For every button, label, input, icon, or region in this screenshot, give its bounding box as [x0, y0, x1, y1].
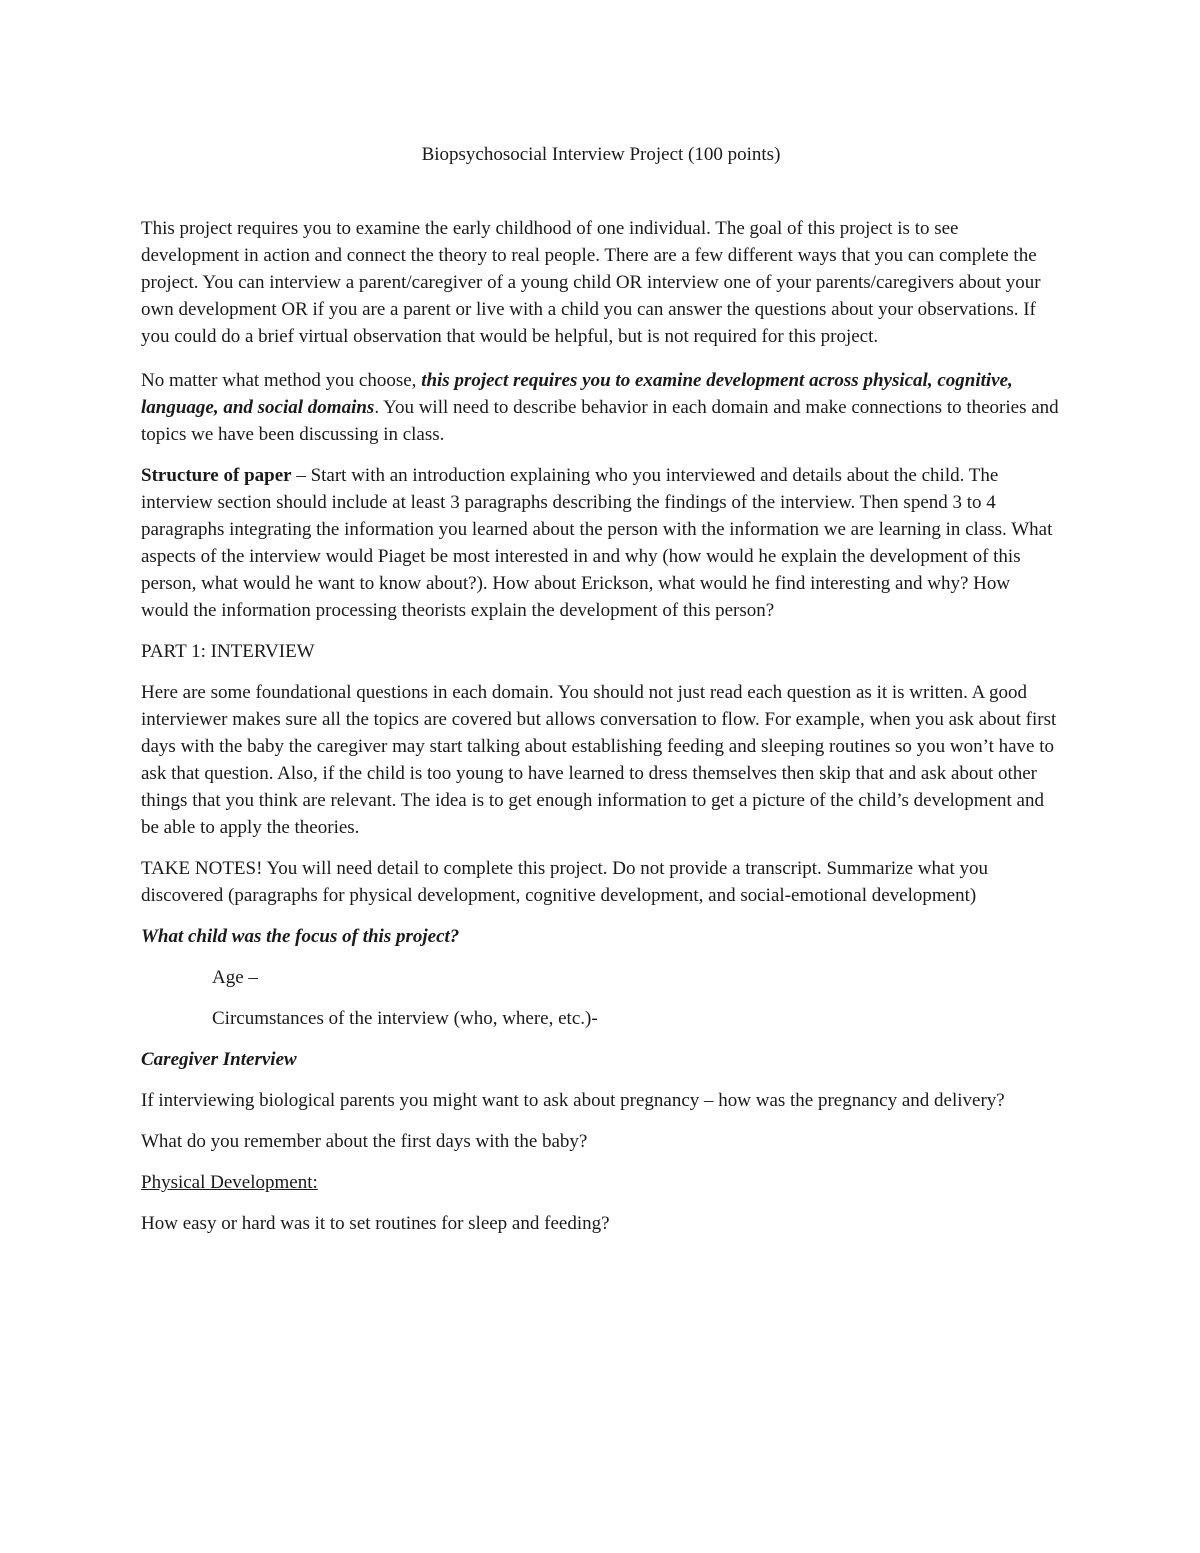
circumstances-item: Circumstances of the interview (who, where, etc.)-	[212, 1008, 598, 1029]
document-title: Biopsychosocial Interview Project (100 points)	[421, 144, 781, 165]
structure-paragraph	[141, 462, 1061, 624]
focus-question: What child was the focus of this project?	[141, 926, 460, 947]
structure-rest: – Start with an introduction explaining who you interviewed and details about the child. The interview section should include at least 3 paragraphs describing the findings of the interview. Then spend 3 to 4 paragraphs integrating the information you learned about the person with the information we are learning in class. What aspects of the interview would Piaget be most interested in and why (how would he explain the development of this person, what would he want to know about?). How about Erickson, what would he find interesting and why? How would the information processing theorists explain the development of this person?	[141, 465, 1053, 621]
method-emphasis: this project requires you to examine development across physical, cognitive, language, and social domains	[141, 370, 1013, 418]
pregnancy-question: If interviewing biological parents you might want to ask about pregnancy – how was the pregnancy and delivery?	[141, 1090, 1005, 1111]
routines-question: How easy or hard was it to set routines for sleep and feeding?	[141, 1213, 610, 1234]
foundational-paragraph: Here are some foundational questions in each domain. You should not just read each question as it is written. A good interviewer makes sure all the topics are covered but allows conversation to flow. For example, when you ask about first days with the baby the caregiver may start talking about establishing feeding and sleeping routines so you won’t have to ask that question. Also, if the child is too young to have learned to dress themselves then skip that and ask about other things that you think are relevant. The idea is to get enough information to get a picture of the child’s development and be able to apply the theories.	[141, 682, 1057, 838]
physical-heading: Physical Development:	[141, 1172, 318, 1193]
document-body	[141, 141, 1061, 1251]
intro-paragraph: This project requires you to examine the early childhood of one individual. The goal of this project is to see development in action and connect the theory to real people. There are a few different ways that you can complete the project. You can interview a parent/caregiver of a young child OR interview one of your parents/caregivers about your own development OR if you are a parent or live with a child you can answer the questions about your observations. If you could do a brief virtual observation that would be helpful, but is not required for this project.	[141, 218, 1041, 347]
method-rest: . You will need to describe behavior in each domain and make connections to theories and topics we have been discussing in class.	[141, 397, 1059, 445]
structure-label: Structure of paper	[141, 465, 292, 486]
method-lead: No matter what method you choose,	[141, 370, 422, 391]
notes-paragraph: TAKE NOTES! You will need detail to complete this project. Do not provide a transcript. Summarize what you discovered (paragraphs for physical development, cognitive development, and social-emotional development)	[141, 858, 988, 906]
caregiver-heading: Caregiver Interview	[141, 1049, 297, 1070]
first-days-question: What do you remember about the first days with the baby?	[141, 1131, 588, 1152]
method-paragraph	[141, 367, 1061, 448]
age-item: Age –	[212, 967, 258, 988]
part1-heading: PART 1: INTERVIEW	[141, 641, 315, 662]
